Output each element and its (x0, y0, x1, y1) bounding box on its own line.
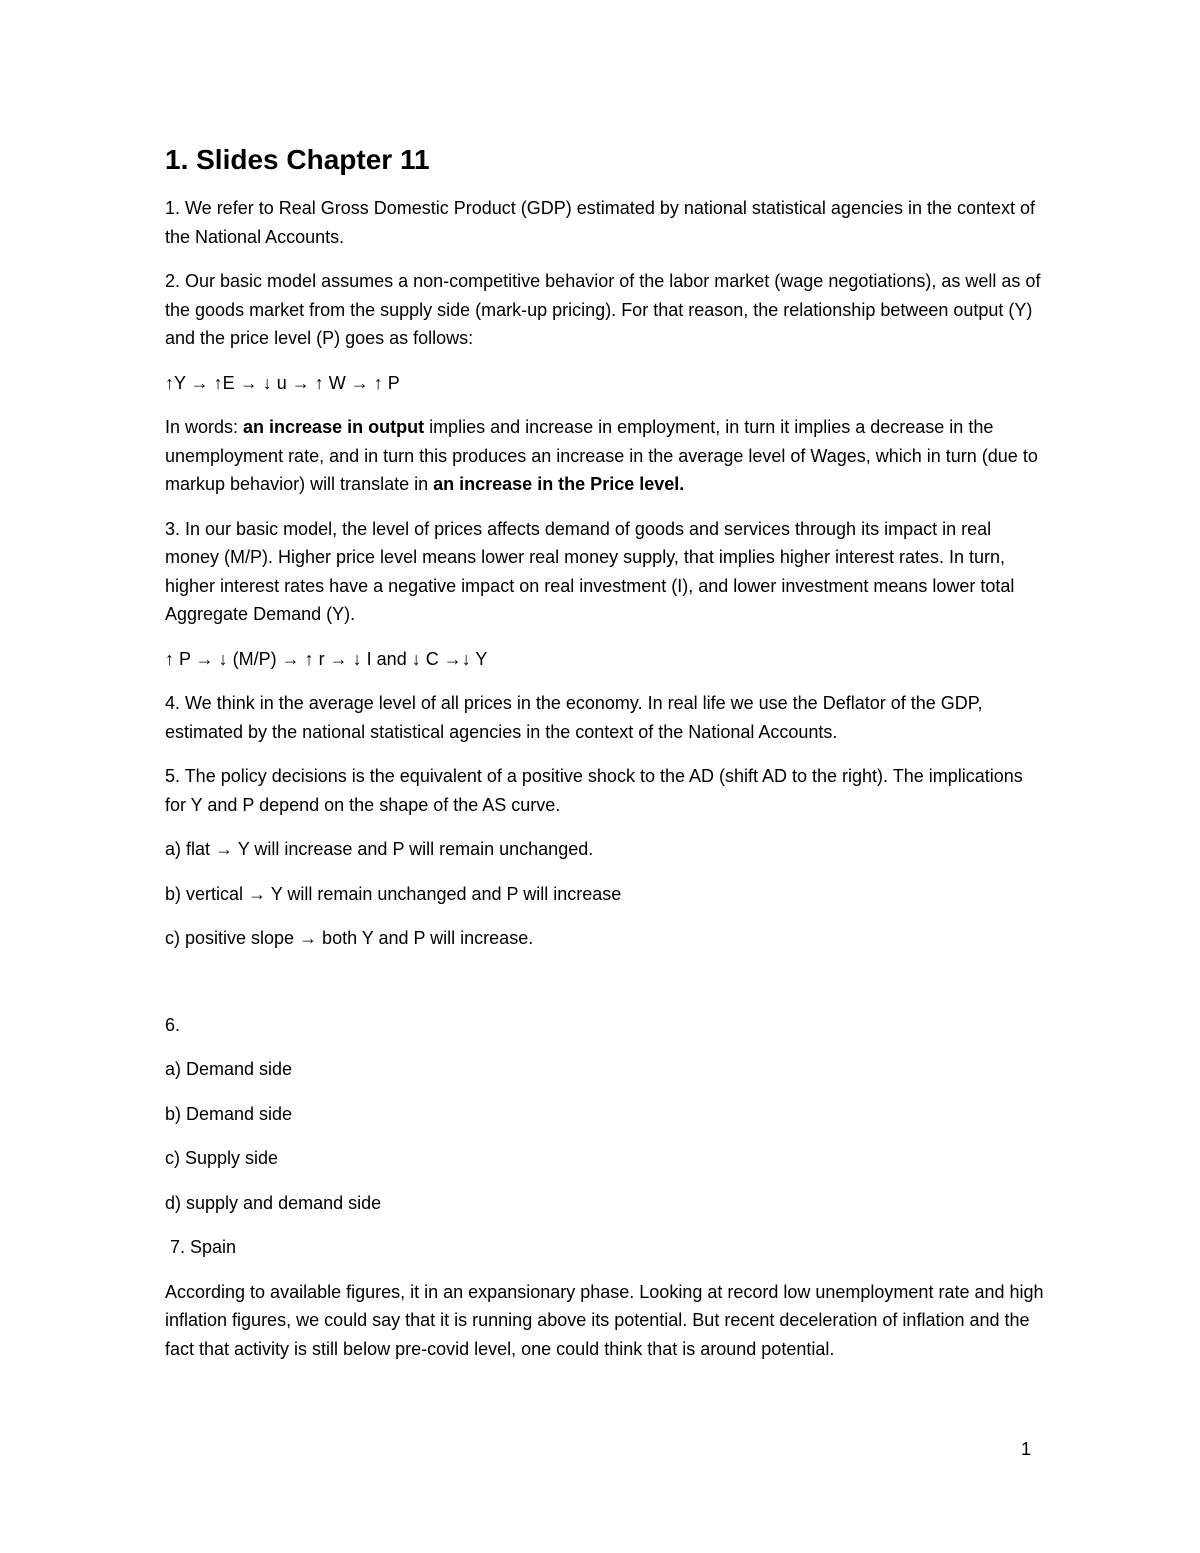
paragraph-1 (165, 194, 1045, 251)
list-item: c) positive slope → both Y and P will increase. (165, 928, 534, 948)
item-number: 4. (165, 693, 181, 713)
paragraph-text: implies and increase in employment, in turn it implies a decrease in the unemployment rate, and in turn this produces an increase in the average level of Wages, which in turn (due to markup behavior) will translate in (165, 417, 1038, 494)
list-item: a) flat → Y will increase and P will remain unchanged. (165, 839, 594, 859)
page-number: 1 (1021, 1439, 1032, 1459)
causal-chain-1: ↑Y → ↑E → ↓ u → ↑ W → ↑ P (165, 372, 400, 393)
paragraph-3 (165, 515, 1045, 629)
paragraph-5 (165, 762, 1045, 819)
paragraph-text: In our basic model, the level of prices affects demand of goods and services through its impact in real money (M/P). Higher price level means lower real money supply, that implies higher interest rates. In turn, higher interest rates have a negative impact on real investment (I), and lower investment means lower total Aggregate Demand (Y). (165, 518, 1015, 624)
paragraph-text: In words: (165, 417, 244, 437)
paragraph-text: We refer to Real Gross Domestic Product (GDP) estimated by national statistical agencies in the context of the National Accounts. (165, 198, 1036, 247)
list-item: d) supply and demand side (165, 1192, 382, 1213)
item-number: 2. (165, 271, 181, 291)
list-item: b) vertical → Y will remain unchanged and P will increase (165, 883, 622, 904)
causal-chain-2: ↑ P → ↓ (M/P) → ↑ r → ↓ I and ↓ C →↓ Y (165, 648, 488, 669)
list-item: c) Supply side (165, 1148, 279, 1168)
list-item: b) Demand side (165, 1103, 293, 1124)
paragraph-text: The policy decisions is the equivalent of a positive shock to the AD (shift AD to the right). The implications for Y and P depend on the shape of the AS curve. (165, 766, 1023, 815)
item-number: 3. (165, 518, 181, 539)
paragraph-4 (165, 689, 1045, 746)
bold-text: an increase in the Price level. (433, 474, 685, 494)
question-6-heading: 6. (165, 1014, 181, 1035)
list-item: a) Demand side (165, 1059, 293, 1079)
question-7-heading: 7. Spain (165, 1237, 237, 1257)
paragraph-2 (165, 267, 1045, 353)
paragraph-text: Our basic model assumes a non-competitive behavior of the labor market (wage negotiations), as well as of the goods market from the supply side (mark-up pricing). For that reason, the relationship between output (Y) and the price level (P) goes as follows: (165, 271, 1041, 348)
bold-text: an increase in output (243, 417, 425, 437)
paragraph-text: We think in the average level of all prices in the economy. In real life we use the Deflator of the GDP, estimated by the national statistical agencies in the context of the National Accounts. (165, 693, 983, 742)
paragraph-in-words (165, 413, 1045, 499)
document-page (165, 140, 1045, 1379)
spacer (165, 969, 1045, 1011)
paragraph-spain: According to available figures, it in an expansionary phase. Looking at record low unemployment rate and high inflation figures, we could say that it is running above its potential. But recent deceleration of inflation and the fact that activity is still below pre-covid level, one could think that is around potential. (165, 1281, 1044, 1359)
page-title: 1. Slides Chapter 11 (165, 144, 430, 175)
item-number: 5. (165, 766, 181, 786)
item-number: 1. (165, 198, 181, 218)
